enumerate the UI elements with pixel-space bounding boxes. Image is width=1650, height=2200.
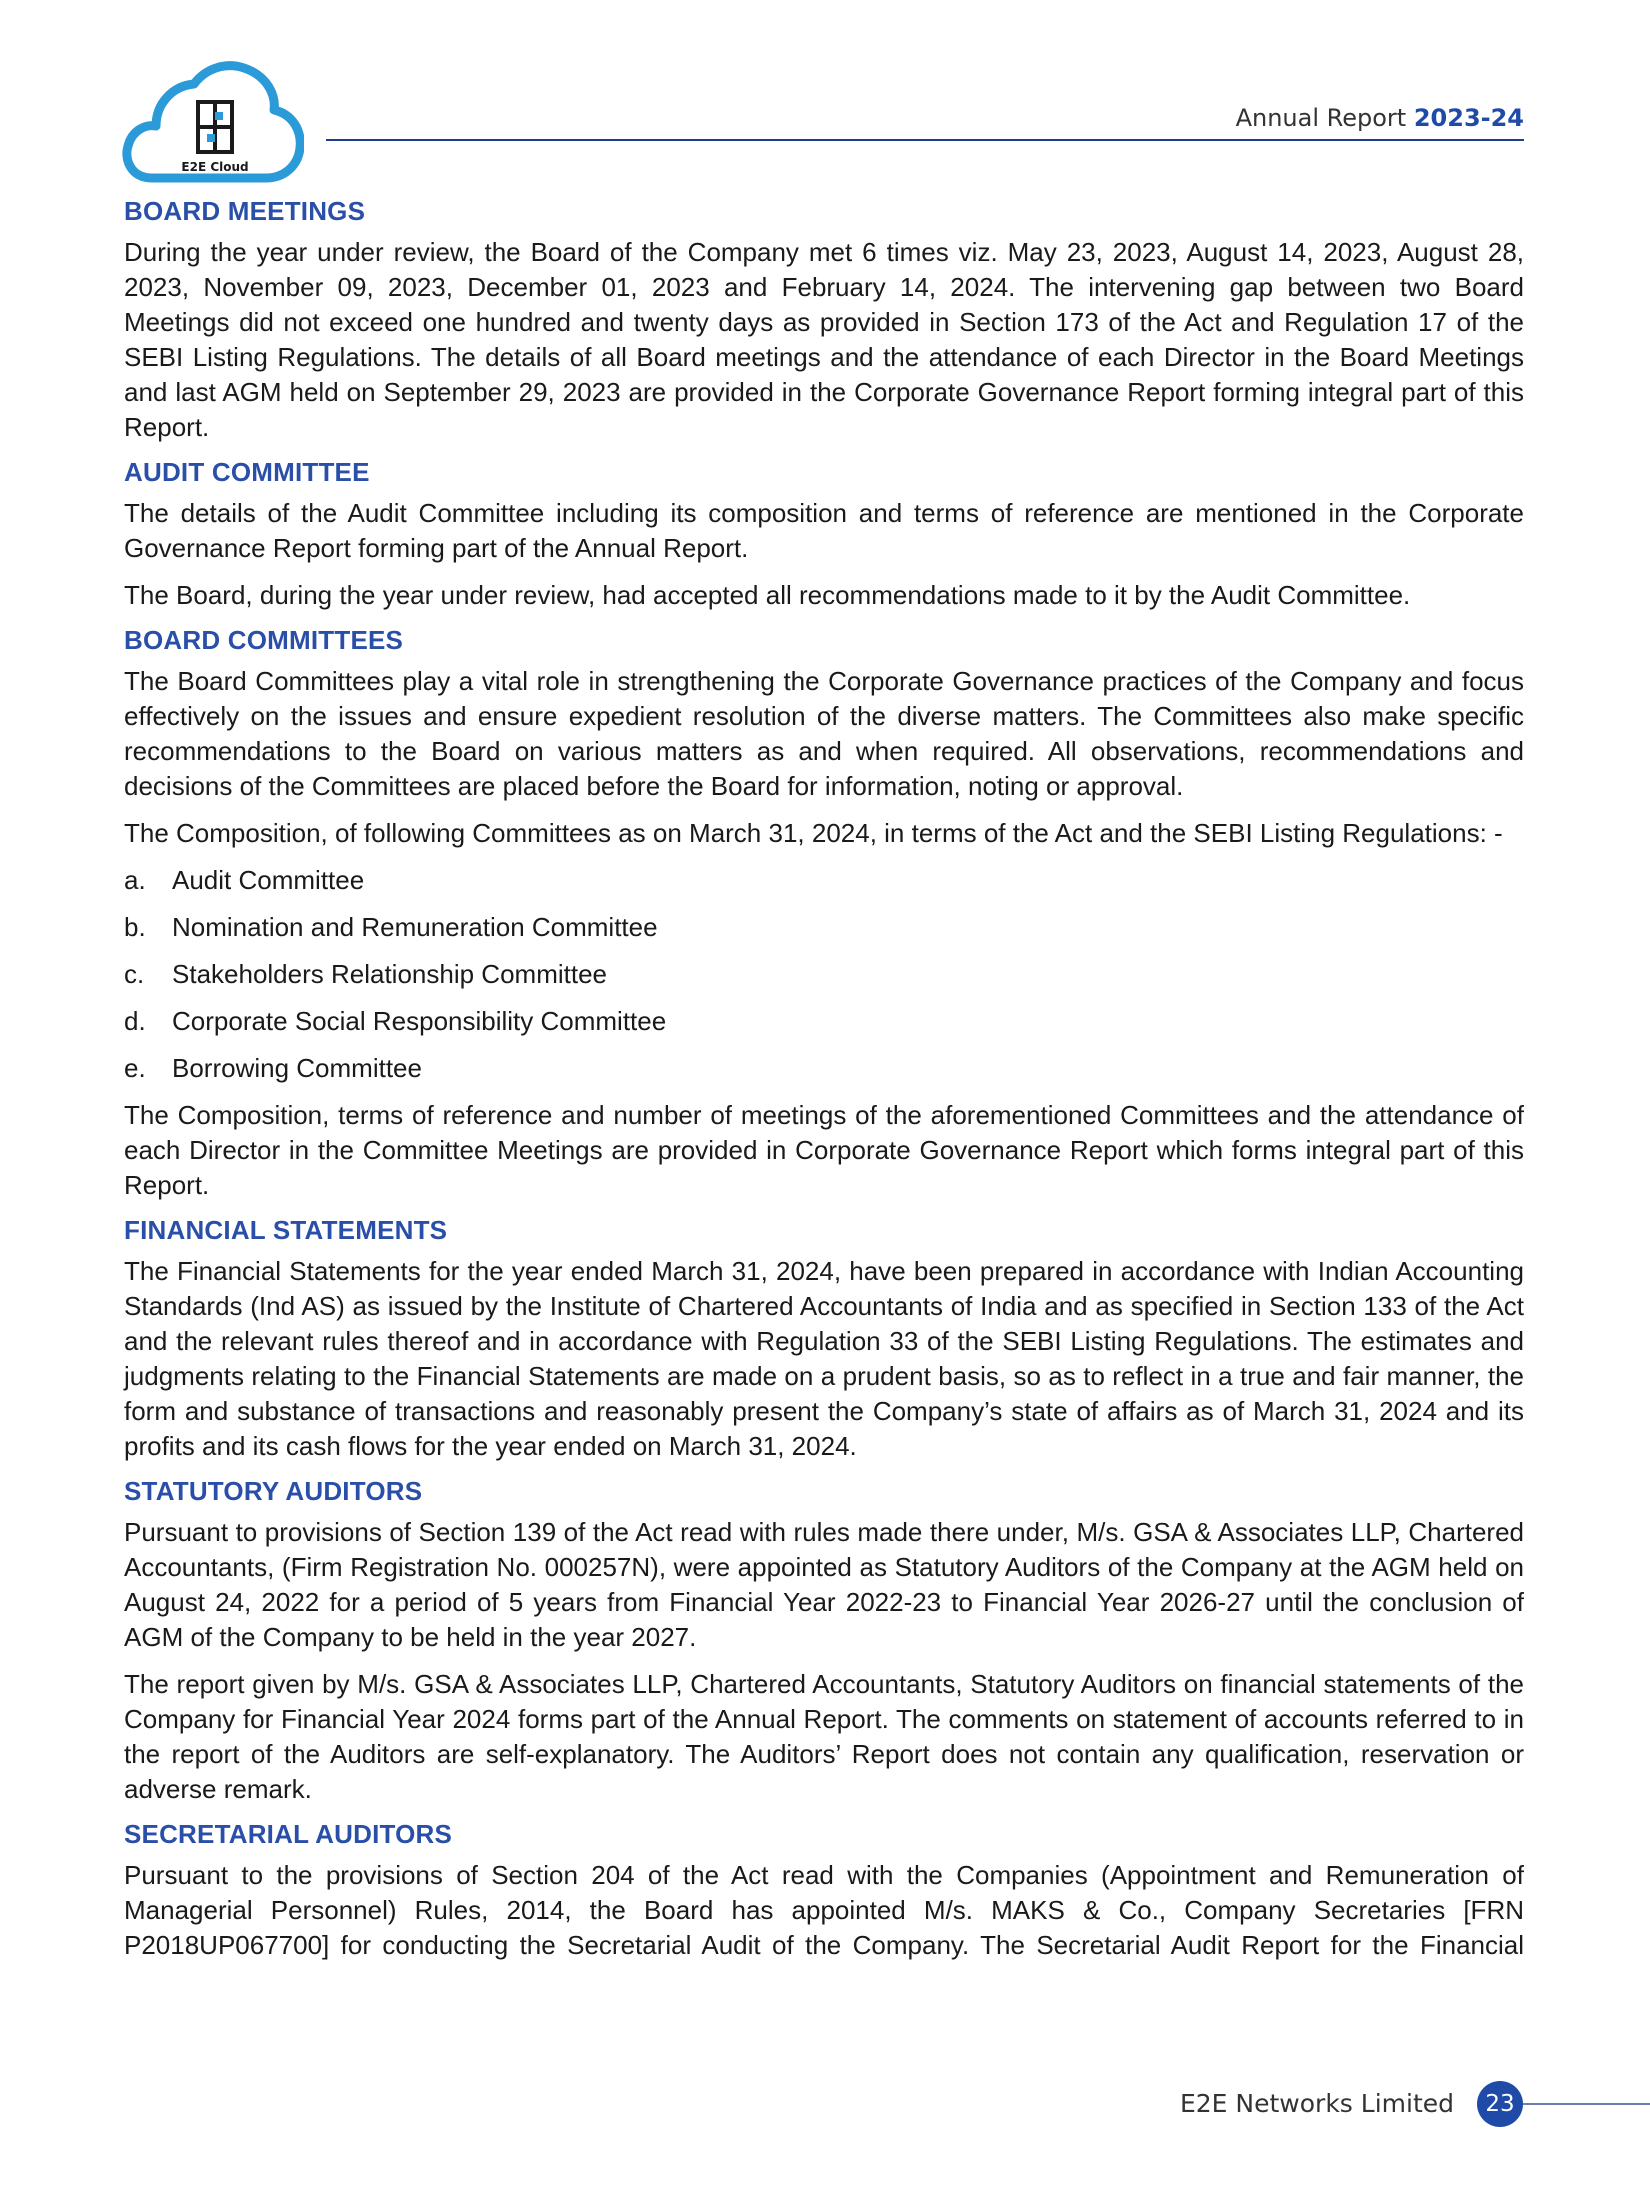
paragraph: The Financial Statements for the year ended March 31, 2024, have been prepared in accordance with Indian Accounting Standards (Ind AS) as issued by the Institute of Chartered Accountants of India and as specified in Section 133 of the Act and the relevant rules thereof and in accordance with Regulation 33 of the SEBI Listing Regulations. The estimates and judgments relating to the Financial Statements are made on a prudent basis, so as to reflect in a true and fair manner, the form and substance of transactions and reasonably present the Company’s state of affairs as of March 31, 2024 and its profits and its cash flows for the year ended on March 31, 2024.: [124, 1256, 1524, 1461]
list-item: [124, 1004, 1524, 1039]
paragraph: The Composition, of following Committees as on March 31, 2024, in terms of the Act and the SEBI Listing Regulations: -: [124, 818, 1503, 848]
section-heading-board-committees: BOARD COMMITTEES: [124, 625, 404, 655]
list-item: [124, 910, 1524, 945]
page-content: [124, 190, 1524, 1975]
e2e-cloud-logo: [122, 58, 304, 186]
list-marker: b.: [124, 912, 146, 942]
list-item: [124, 863, 1524, 898]
paragraph: During the year under review, the Board of the Company met 6 times viz. May 23, 2023, August 14, 2023, August 28, 2023, November 09, 2023, December 01, 2023 and February 14, 2024. The intervening gap between two Board Meetings did not exceed one hundred and twenty days as provided in Section 173 of the Act and Regulation 17 of the SEBI Listing Regulations. The details of all Board meetings and the attendance of each Director in the Board Meetings and last AGM held on September 29, 2023 are provided in the Corporate Governance Report forming integral part of this Report.: [124, 237, 1524, 442]
footer-divider: [1523, 2103, 1650, 2105]
page-number: 23: [1477, 2081, 1523, 2127]
paragraph: The report given by M/s. GSA & Associates LLP, Chartered Accountants, Statutory Auditors on financial statements of the Company for Financial Year 2024 forms part of the Annual Report. The comments on statement of accounts referred to in the report of the Auditors are self-explanatory. The Auditors’ Report does not contain any qualification, reservation or adverse remark.: [124, 1669, 1524, 1804]
paragraph: The Board, during the year under review, had accepted all recommendations made to it by the Audit Committee.: [124, 580, 1411, 610]
section-heading-statutory-auditors: STATUTORY AUDITORS: [124, 1476, 423, 1506]
paragraph: The Composition, terms of reference and number of meetings of the aforementioned Committees and the attendance of each Director in the Committee Meetings are provided in Corporate Governance Report which forms integral part of this Report.: [124, 1100, 1524, 1200]
section-heading-audit-committee: AUDIT COMMITTEE: [124, 457, 370, 487]
list-marker: a.: [124, 865, 146, 895]
paragraph: The Board Committees play a vital role in strengthening the Corporate Governance practices of the Company and focus effectively on the issues and ensure expedient resolution of the diverse matters. The Committees also make specific recommendations to the Board on various matters as and when required. All observations, recommendations and decisions of the Committees are placed before the Board for information, noting or approval.: [124, 666, 1524, 801]
paragraph: Pursuant to provisions of Section 139 of the Act read with rules made there under, M/s. GSA & Associates LLP, Chartered Accountants, (Firm Registration No. 000257N), were appointed as Statutory Auditors of the Company at the AGM held on August 24, 2022 for a period of 5 years from Financial Year 2022-23 to Financial Year 2026-27 until the conclusion of AGM of the Company to be held in the year 2027.: [124, 1517, 1524, 1652]
list-marker: c.: [124, 959, 145, 989]
header-divider: [326, 139, 1524, 141]
list-item-text: Audit Committee: [172, 865, 365, 895]
list-marker: e.: [124, 1053, 146, 1083]
list-item-text: Borrowing Committee: [172, 1053, 422, 1083]
logo-text: E2E Cloud: [181, 160, 249, 174]
list-item-text: Nomination and Remuneration Committee: [172, 912, 658, 942]
committee-list: [124, 863, 1524, 1086]
report-year: 2023-24: [1413, 104, 1524, 132]
section-heading-board-meetings: BOARD MEETINGS: [124, 196, 366, 226]
list-item-text: Corporate Social Responsibility Committee: [172, 1006, 667, 1036]
section-heading-secretarial-auditors: SECRETARIAL AUDITORS: [124, 1819, 453, 1849]
report-title: [1236, 104, 1524, 132]
list-item: [124, 1051, 1524, 1086]
list-item: [124, 957, 1524, 992]
list-marker: d.: [124, 1006, 146, 1036]
footer-company-name: E2E Networks Limited: [1179, 2089, 1454, 2118]
report-title-prefix: Annual Report: [1235, 104, 1407, 132]
paragraph: The details of the Audit Committee including its composition and terms of reference are mentioned in the Corporate Governance Report forming part of the Annual Report.: [124, 498, 1524, 563]
list-item-text: Stakeholders Relationship Committee: [172, 959, 607, 989]
paragraph: Pursuant to the provisions of Section 204 of the Act read with the Companies (Appointment and Remuneration of Managerial Personnel) Rules, 2014, the Board has appointed M/s. MAKS & Co., Company Secretaries [FRN P2018UP067700] for conducting the Secretarial Audit of the Company. The Secretarial Audit Report for the Financial: [124, 1860, 1524, 1960]
section-heading-financial-statements: FINANCIAL STATEMENTS: [124, 1215, 448, 1245]
